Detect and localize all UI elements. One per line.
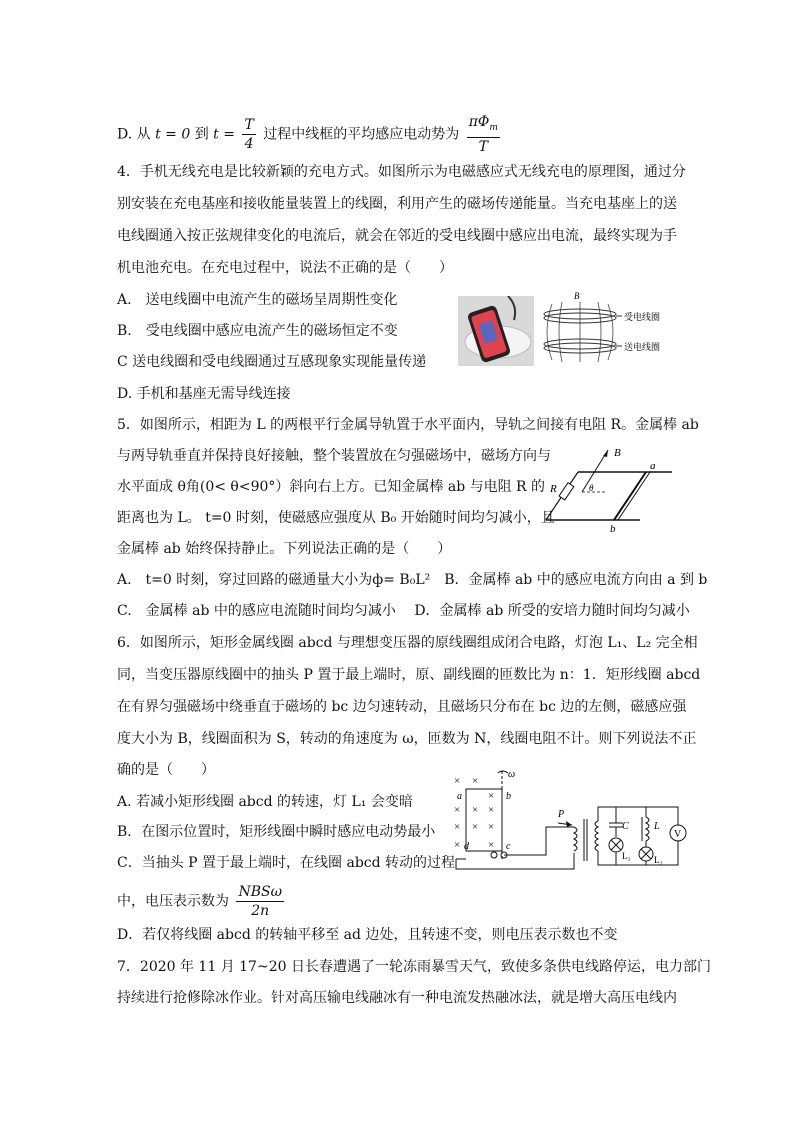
q4-stem-line4: 机电池充电。在充电过程中，说法不正确的是（ ） (117, 260, 453, 276)
fig6-voltmeter-label: V (674, 829, 682, 840)
fig6-omega-label: ω (508, 769, 516, 780)
q4-option-b: B. 受电线圈中感应电流产生的磁场恒定不变 (117, 323, 398, 339)
svg-text:×: × (454, 804, 461, 816)
svg-text:×: × (488, 790, 495, 802)
fig6-d-label: d (464, 841, 469, 852)
q6-voltage-fraction: $\frac{\text{NBSω}}{2n}$ (238, 884, 282, 919)
q6-option-d: D．若仅将线圈 abcd 的转轴平移至 ad 边处，且转速不变，则电压表示数也不变 (117, 927, 618, 943)
q4-option-a: A. 送电线圈中电流产生的磁场呈周期性变化 (117, 292, 398, 308)
fig5-b-rod-label: b (610, 523, 616, 535)
q3-to: 到 (194, 126, 209, 143)
svg-text:×: × (488, 804, 495, 816)
fig4-b-label: B (574, 291, 580, 301)
q6-stem-line2: 同，当变压器原线圈中的抽头 P 置于最上端时，原、副线圈的匝数比为 n：1．矩形线圈 abcd (117, 667, 701, 683)
q6-stem-line5: 确的是（ ） (117, 762, 215, 778)
svg-text:×: × (472, 821, 479, 833)
q3-option-d-prefix: D. 从 (117, 126, 151, 143)
q4-stem-line3: 电线圈通入按正弦规律变化的电流后，就会在邻近的受电线圈中感应出电流，最终实现为手 (117, 228, 677, 244)
wireless-coil-diagram (540, 288, 710, 368)
q5-stem-line3: 水平面成 θ角(0< θ<90°）斜向右上方。已知金属棒 ab 与电阻 R 的 (117, 479, 546, 495)
q5-stem-line2: 与两导轨垂直并保持良好接触，整个装置放在匀强磁场中，磁场方向与 (117, 448, 551, 464)
svg-text:×: × (472, 775, 479, 787)
fig6-l-label: L (654, 821, 660, 832)
q4-stem-line1: 4．手机无线充电是比较新颖的充电方式。如图所示为电磁感应式无线充电的原理图，通过分 (117, 164, 686, 180)
q5-stem-line4: 距离也为 L。 t=0 时刻，使磁感应强度从 B₀ 开始随时间均匀减小，且 (117, 510, 555, 526)
q3-t-eq: t = (213, 126, 235, 143)
svg-text:×: × (454, 775, 461, 787)
q3-mid-text: 过程中线框的平均感应电动势为 (263, 126, 460, 143)
svg-text:×: × (488, 821, 495, 833)
q6-option-b: B．在图示位置时，矩形线圈中瞬时感应电动势最小 (117, 824, 436, 840)
q3-fraction-t: $\frac{T}{4}$ (244, 116, 254, 152)
svg-text:×: × (488, 839, 495, 851)
transformer-circuit-diagram (446, 765, 692, 875)
fig5-theta-label: θ (589, 483, 594, 493)
fig5-a-label: a (650, 460, 656, 472)
rail-circuit-diagram (540, 444, 680, 536)
q6-option-a: A. 若减小矩形线圈 abcd 的转速，灯 L₁ 会变暗 (117, 794, 413, 810)
fig6-b-label: b (506, 791, 511, 802)
q5-stem-line5: 金属棒 ab 始终保持静止。下列说法正确的是（ ） (117, 541, 452, 557)
q4-stem-line2: 别安装在充电基座和接收能量装置上的线圈，利用产生的磁场传递能量。当充电基座上的送 (117, 196, 677, 212)
q5-stem-line1: 5．如图所示，相距为 L 的两根平行金属导轨置于水平面内，导轨之间接有电阻 R。金属棒 ab (117, 417, 699, 433)
q6-stem-line3: 在有界匀强磁场中绕垂直于磁场的 bc 边匀速转动，且磁场只分布在 bc 边的左侧，磁感应强 (117, 699, 687, 715)
fig6-c-cap-label: C (622, 821, 629, 832)
q5-options-cd: C. 金属棒 ab 中的感应电流随时间均匀减小 D．金属棒 ab 所受的安培力随时间均匀减小 (117, 603, 690, 619)
fig5-r-label: R (550, 483, 557, 495)
q7-stem-line1: 7．2020 年 11 月 17~20 日长春遭遇了一轮冻雨暴雪天气，致使多条供电线路停运，电力部门 (117, 959, 711, 975)
q6-option-c-line1: C．当抽头 P 置于最上端时，在线圈 abcd 转动的过程 (117, 855, 456, 871)
q6-option-c-line2 (117, 883, 287, 920)
q3-option-d (117, 113, 503, 156)
q6-stem-line4: 度大小为 B，线圈面积为 S，转动的角速度为 ω，匝数为 N，线圈电阻不计。则下列说法不正 (117, 731, 697, 747)
q3-t0: t = 0 (155, 126, 191, 143)
q7-stem-line2: 持续进行抢修除冰作业。针对高压输电线融冰有一种电流发热融冰法，就是增大高压电线内 (117, 990, 677, 1006)
q5-options-ab: A. t=0 时刻，穿过回路的磁通量大小为ф= B₀L² B．金属棒 ab 中的感应电流方向由 a 到 b (117, 572, 708, 588)
fig6-c-label: c (506, 841, 511, 852)
fig6-a-label: a (457, 791, 462, 802)
fig6-p-label: P (558, 809, 565, 820)
svg-text:×: × (454, 821, 461, 833)
q3-fraction-emf: $\frac{\pi\Phi_m}{T}$ (468, 114, 498, 155)
q4-option-c: C 送电线圈和受电线圈通过互感现象实现能量传递 (117, 354, 427, 370)
fig5-b-label: B (614, 447, 621, 459)
fig6-l1-label: L₁ (622, 851, 631, 861)
svg-text:×: × (472, 804, 479, 816)
q6-stem-line1: 6．如图所示，矩形金属线圈 abcd 与理想变压器的原线圈组成闭合电路，灯泡 L₁、L₂ 完全相 (117, 635, 698, 651)
fig4-receive-coil-label: 受电线圈 (624, 312, 661, 322)
fig4-send-coil-label: 送电线圈 (624, 342, 661, 352)
q4-option-d: D. 手机和基座无需导线连接 (117, 386, 291, 402)
fig6-l2-label: L₂ (654, 855, 663, 865)
phone-charger-photo (458, 296, 534, 366)
q6-option-c-prefix: 中，电压表示数为 (117, 893, 229, 910)
svg-text:×: × (454, 839, 461, 851)
